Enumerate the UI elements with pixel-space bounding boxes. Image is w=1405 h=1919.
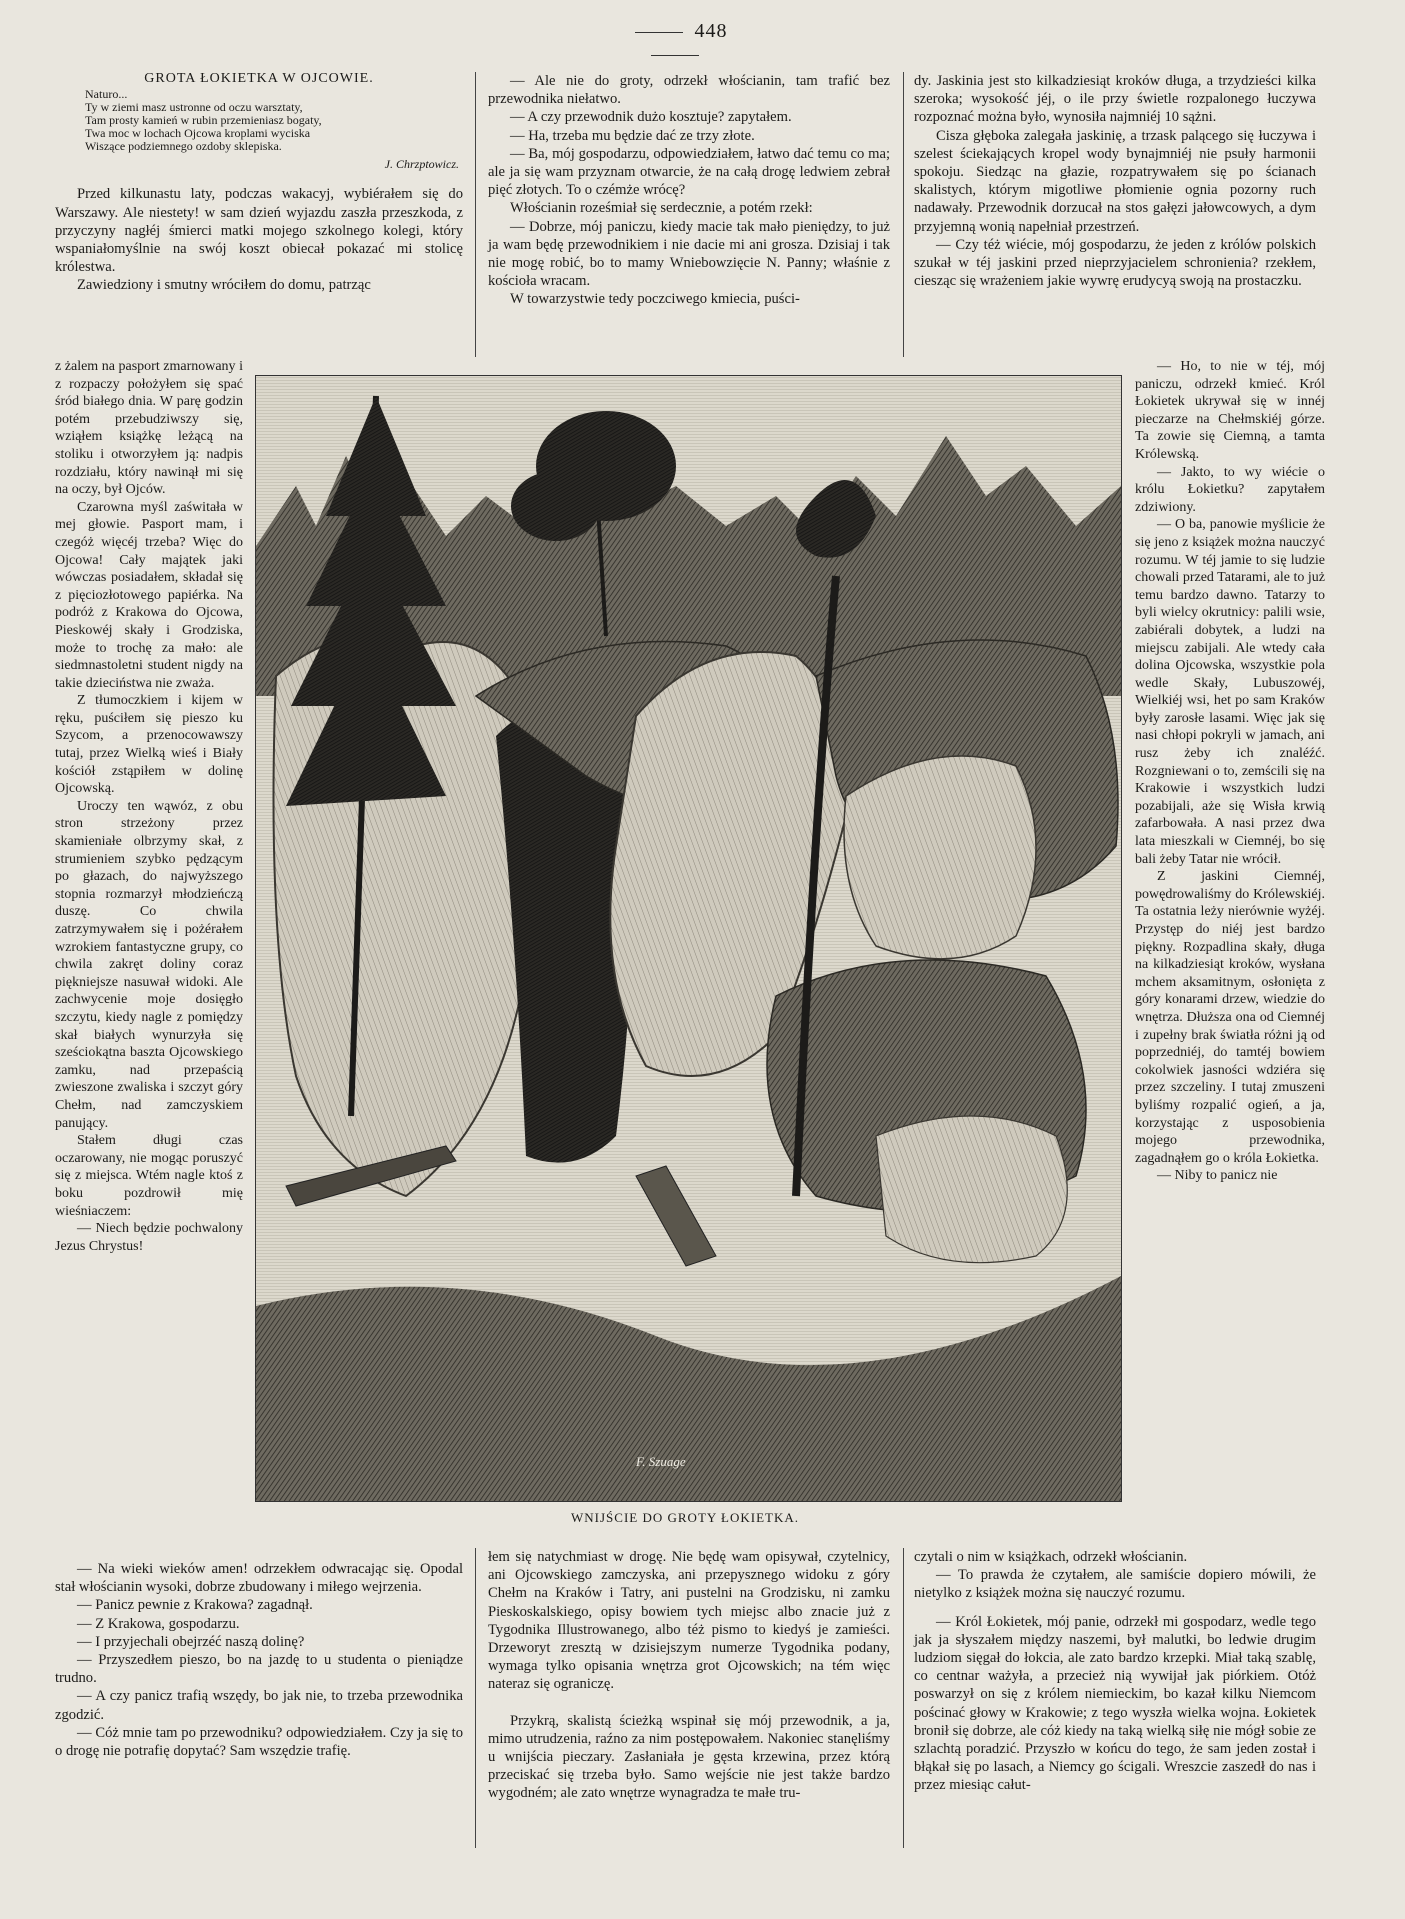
column-3-top xyxy=(914,72,1316,290)
paragraph: z żalem na pasport zmarnowany i z rozpaczy położyłem się spać śród białego dnia. W parę godzin potém przebudziwszy się, wziąłem książkę leżącą na stoliku i otworzyłem ją: nadpis rozdziału, który nawinął mi się na oczy, był Ojców. xyxy=(55,359,243,498)
paragraph: — Ha, trzeba mu będzie dać ze trzy złote. xyxy=(510,127,755,144)
column-3-narrow xyxy=(1135,358,1325,1185)
engraver-signature: F. Szuage xyxy=(636,1454,686,1469)
paragraph: Przed kilkunastu laty, podczas wakacyj, wybiérałem się do Warszawy. Ale niestety! w sam dzień wyjazdu zaszła przeszkoda, z przyczyny nagłéj śmierci matki mojego szkolnego kolegi, który wspaniałomyślnie na swój koszt obiecał pokazać mi stolicę królestwa. xyxy=(55,186,463,276)
illustration-caption: WNIJŚCIE DO GROTY ŁOKIETKA. xyxy=(571,1510,799,1525)
column-rule-left-bottom xyxy=(475,1548,476,1848)
column-2-bottom xyxy=(488,1548,890,1803)
paragraph: — Czy téż wiécie, mój gospodarzu, że jeden z królów polskich szukał w téj jaskini przed nieprzyjacielem schronienia? rzekłem, ciesząc się wrażeniem jakie wywrę erudycyą swoją na prostaczku. xyxy=(914,236,1316,290)
article-title: GROTA ŁOKIETKA W OJCOWIE. xyxy=(144,71,374,86)
paragraph: Z tłumoczkiem i kijem w ręku, puściłem się pieszo ku Szycom, a przenocowawszy tutaj, przez Wielką wieś i Biały kościół zstąpiłem w dolinę Ojcowską. xyxy=(55,693,243,797)
epigraph-line: Twa moc w lochach Ojcowa kroplami wyciska xyxy=(85,126,311,141)
paragraph: — I przyjechali obejrzéć naszą dolinę? xyxy=(77,1633,305,1650)
paragraph: Uroczy ten wąwóz, z obu stron strzeżony przez skamieniałe olbrzymy skał, z strumieniem szybko pędzącym po głazach, do najwyższego stopnia rozmarzył młodzieńczą duszę. Co chwila zatrzymywałem się i pożérałem wzrokiem fantastyczne grupy, co chwila zakręt doliny coraz piękniejsze nasuwał widoki. Ale zachwycenie moje dosięgło szczytu, kiedy nagle z pomiędzy skał białych wynurzyła się sześciokątna baszta Ojcowskiego zamku, nad przepaścią zwieszone zwaliska i szczyt góry Chełm, nad zamczyskiem panujący. xyxy=(55,798,243,1131)
paragraph: Zawiedziony i smutny wróciłem do domu, patrząc xyxy=(77,277,371,294)
paragraph: Cisza głęboka zalegała jaskinię, a trzask palącego się łuczywa i szelest ściekających kropel wody bynajmniéj nie psuły harmonii spokoju. Siedząc na głazie, rozpatrywałem się po ścianach skalistych, którym migotliwe płomienie ognia pozorny ruch nadawały. Przewodnik dorzucał na stos gałęzi jałowcowych, a dym przyjemną wonią napełniał przestrzeń. xyxy=(914,127,1316,235)
paragraph: — To prawda że czytałem, ale samiście dopiero mówili, że nietylko z książek można się nauczyć rozumu. xyxy=(914,1567,1316,1602)
paragraph: — Przyszedłem pieszo, bo na jazdę to u studenta o pieniądze trudno. xyxy=(55,1652,463,1687)
paragraph: Stałem długi czas oczarowany, nie mogąc poruszyć się z miejsca. Wtém nagle ktoś z boku pozdrowił mię wieśniaczem: xyxy=(55,1133,243,1219)
paragraph: — Król Łokietek, mój panie, odrzekł mi gospodarz, wedle tego jak ja słyszałem między naszemi, był malutki, bo ledwie drugim ludziom sięgał do łokcia, ale zato bardzo krzepki. Miał taką szablę, co centnar ważyła, a przecież nią wywijał jak piórkiem. Otóż poswarzył on się z królem niemieckim, bo kazał kilku Niemcom pościnać głowy w Krakowie; z tego wyszła wielka wojna. Łokietek bronił się dobrze, ale cóż kiedy na taką wielką siłę nie mógł sobie ze szlachtą poradzić. Przyszło w końcu do tego, że sam jeden został i błąkał się po lasach, a Niemcy go ścigali. Wreszcie zaszedł do nas i przez miesiąc całut- xyxy=(914,1613,1316,1794)
paragraph: — Niby to panicz nie xyxy=(1157,1168,1278,1184)
column-1-narrow xyxy=(55,358,243,1255)
epigraph-line: Ty w ziemi masz ustronne od oczu warsztaty, xyxy=(85,100,303,115)
epigraph-line: Wiszące podziemnego ozdoby sklepiska. xyxy=(85,139,282,154)
paragraph: Z jaskini Ciemnéj, powędrowaliśmy do Królewskiéj. Ta ostatnia leży nierównie wyżéj. Przystęp do niéj jest bardzo piękny. Rozpadlina skały, długa na kilkadziesiąt kroków, wysłana mchem aksamitnym, osłonięta z góry konarami drzew, wiedzie do wnętrza. Dłuższa ona od Ciemnéj i zupełny brak światła różni ją od poprzedniéj, do tamtéj bowiem cokolwiek jasności wdziéra się przez szczeliny. I tutaj zmuszeni byliśmy rozpalić ogień, a ja, korzystając z usposobienia mojego przewodnika, zagadnąłem go o króla Łokietka. xyxy=(1135,869,1325,1166)
paragraph: — Ho, to nie w téj, mój paniczu, odrzekł kmieć. Król Łokietek ukrywał się w innéj pieczarze na Chełmskiéj górze. Ta zowie się Ciemną, a tamta Królewską. xyxy=(1135,359,1325,462)
column-rule-left xyxy=(475,72,476,357)
column-2-top xyxy=(488,72,890,309)
paragraph: Przykrą, skalistą ścieżką wspinał się mój przewodnik, a ja, mimo utrudzenia, raźno za nim postępowałem. Nakoniec stanęliśmy u wnijścia pieczary. Zasłaniała je gęsta krzewina, przez którą przeciskać się trzeba było. Samo wejście nie jest także bardzo wygodném; ale zato wnętrze wynagradza te małe tru- xyxy=(488,1712,890,1802)
paragraph: — Z Krakowa, gospodarzu. xyxy=(77,1615,240,1632)
paragraph: — Ba, mój gospodarzu, odpowiedziałem, łatwo dać temu co ma; ale ja się wam przyznam otwarcie, że na całą drogę ledwiem zebrał pięć złotych. To o czémże wrócę? xyxy=(488,145,890,199)
paragraph: — O ba, panowie myślicie że się jeno z książek można nauczyć rozumu. W téj jamie to się ludzie chowali przed Tatarami, ale to już temu bardzo dawno. Tatarzy to byli wielcy okrutnicy: palili wsie, zabiérali dobytek, a ludzi na miejscu zabijali. Ale wtedy cała dolina Ojcowska, wszystkie pola wedle Skały, Lubuszowéj, Wielkiéj wsi, het po sam Kraków były zarosłe lasami. Więc jak się nasi chłopi pokryli w jamach, ani rusz żeby ich znaléźć. Rozgniewani o to, zemścili się na Krakowie i wszystkich ludzi pozabijali, aże się Wisła krwią zafarbowała. A nasi przez dwa lata mieszkali w Ciemnéj, bo się bali żeby Tatar nie wrócił. xyxy=(1135,517,1326,867)
column-1-bottom xyxy=(55,1560,463,1760)
epigraph-author: J. Chrzptowicz. xyxy=(384,157,459,172)
page-number: 448 xyxy=(600,20,750,66)
paragraph: czytali o nim w książkach, odrzekł włościanin. xyxy=(914,1549,1188,1565)
paragraph: — Jakto, to wy wiécie o królu Łokietku? zapytałem zdziwiony. xyxy=(1135,464,1325,515)
paragraph: — Na wieki wieków amen! odrzekłem odwracając się. Opodal stał włościanin wysoki, dobrze zbudowany i miłego wejrzenia. xyxy=(55,1561,463,1596)
column-3-bottom xyxy=(914,1548,1316,1795)
paragraph: dy. Jaskinia jest sto kilkadziesiąt kroków długa, a trzydzieści kilka szeroka; wysokość jéj, o ile przy świetle rozpalonego łuczywa rozpoznać można było, wynosiła najmniéj 10 sążni. xyxy=(914,73,1316,126)
epigraph-line: Naturo... xyxy=(85,87,128,102)
paragraph: Czarowna myśl zaświtała w mej głowie. Pasport mam, i czegóż więcéj trzeba? Więc do Ojcowa! Cały majątek jaki wówczas posiadałem, składał się z pięciozłotowego papiérka. Na podróż z Krakowa do Ojcowa, Pieskowéj skały i Grodziska, może to trochę za mało: ale siedmnastoletni student nigdy na takie dzieciństwa nie zważa. xyxy=(55,499,243,691)
column-rule-right-bottom xyxy=(903,1548,904,1848)
paragraph: — Niech będzie pochwalony Jezus Chrystus! xyxy=(55,1221,243,1254)
paragraph: łem się natychmiast w drogę. Nie będę wam opisywał, czytelnicy, ani Ojcowskiego zamczyska, ani przepysznego widoku z góry Chełm na Kraków i Tatry, ani pustelni na Grodzisku, ni zamku Pieskoskalskiego, opisy bowiem tych miejsc albo znacie już z Tygodnika Illustrowanego, albo téż pismo to kiedyś je zamieści. Drzeworyt zresztą w dzisiejszym numerze Tygodnika podany, wymaga tylko opisania wnętrza grot Ojcowskich; na tém więc nateraz się ograniczę. xyxy=(488,1549,890,1693)
engraving-illustration xyxy=(255,375,1122,1502)
paragraph: W towarzystwie tedy poczciwego kmiecia, puści- xyxy=(510,291,800,308)
column-rule-right xyxy=(903,72,904,357)
epigraph-line: Tam prosty kamień w rubin przemieniasz bogaty, xyxy=(85,113,322,128)
paragraph: Włościanin roześmiał się serdecznie, a potém rzekł: xyxy=(510,200,813,217)
paragraph: — Dobrze, mój paniczu, kiedy macie tak mało pieniędzy, to już ja wam będę przewodnikiem i nie dacie mi ani grosza. Dzisiaj i tak nie mogę robić, bo to mamy Wniebowzięcie N. Panny; właśnie z kościoła wracam. xyxy=(488,218,890,290)
cave-entrance-engraving xyxy=(256,376,1121,1501)
paragraph: — A czy przewodnik dużo kosztuje? zapytałem. xyxy=(510,109,792,126)
epigraph xyxy=(85,88,463,153)
paragraph: — Panicz pewnie z Krakowa? zagadnął. xyxy=(77,1597,313,1614)
paragraph: — A czy panicz trafią wszędy, bo jak nie, to trzeba przewodnika zgodzić. xyxy=(55,1688,463,1723)
paragraph: — Cóż mnie tam po przewodniku? odpowiedziałem. Czy ja się to o drogę nie potrafię dopytać? Sam wszędzie trafię. xyxy=(55,1724,463,1760)
paragraph: — Ale nie do groty, odrzekł włościanin, tam trafić bez przewodnika niełatwo. xyxy=(488,73,890,108)
column-1-top xyxy=(55,70,463,295)
